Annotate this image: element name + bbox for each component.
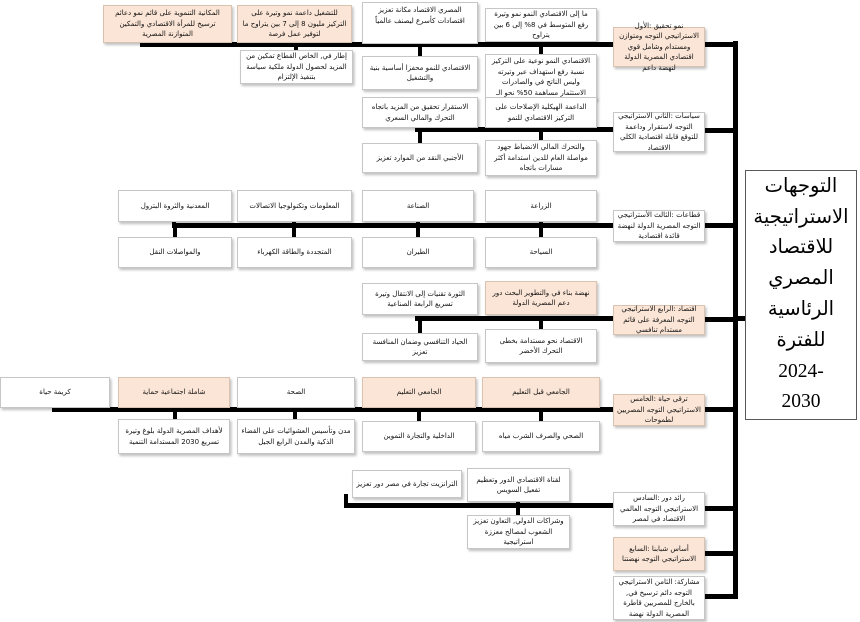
root-title-line: للاقتصاد bbox=[768, 237, 834, 259]
d3-node-stub bbox=[705, 223, 733, 228]
d1-child-private-sector: إطار في, الخاص القطاع تمكين من المزيد لحصول الدولة ملكية سياسة بتنفيذ الإلتزام bbox=[240, 50, 353, 84]
d4-child-research: نهضة بناء في والتطوير البحث دور دعم المصرية الدولة bbox=[485, 281, 597, 315]
d5-child-pre-university-education: الجامعي قبل التعليم bbox=[482, 377, 600, 408]
d5-tick-b1 bbox=[539, 412, 543, 421]
direction-1: نمو تحقيق :الأول الاستراتيجي التوجه ومتوازن ومستدام وشامل قوي اقتصادي المصرية الدولة لنهضة داعم bbox=[613, 27, 705, 67]
root-title-line: 2024- bbox=[778, 360, 824, 382]
d6-branch-line bbox=[344, 503, 615, 508]
d3-sector-ict: المعلومات وتكنولوجيا الاتصالات bbox=[237, 190, 352, 222]
d1-node-stub bbox=[705, 42, 733, 47]
d1-child-economy-rank: المصري الاقتصاد مكانة تعزيز اقتصادات كأسرع ليصنف عالمياً bbox=[362, 2, 478, 44]
d6-node-stub bbox=[705, 506, 733, 511]
d6-child-transit-trade: الترانزيت تجارة في مصر دور تعزيز bbox=[352, 470, 462, 498]
d3-sector-electricity: المتجددة والطاقة الكهرباء bbox=[237, 237, 352, 268]
d5-child-water-sanitation: الصحي والصرف الشرب مياه bbox=[482, 421, 600, 452]
d4-tick-b2 bbox=[418, 321, 422, 333]
d5-child-decent-life: كريمة حياة bbox=[0, 377, 110, 408]
d1-child-growth-rate: ما إلى الاقتصادي النمو نمو وتيرة رفع المتوسط في 8% إلى 6 بين يتراوح bbox=[485, 8, 597, 42]
d2-tick-b1 bbox=[539, 132, 543, 140]
root-title-line: 2030 bbox=[781, 391, 821, 413]
d3-tick-b3 bbox=[292, 228, 296, 237]
d6-elbow bbox=[344, 494, 348, 503]
d6-tick-b1 bbox=[516, 508, 520, 515]
d6-child-international-cooperation: وشراكات الدولي, التعاون تعزيز الشعوب لمصالح معززة استراتيجية bbox=[467, 515, 570, 549]
d3-tick-b1 bbox=[539, 228, 543, 237]
root-stub bbox=[738, 316, 745, 321]
d2-node-stub bbox=[705, 128, 733, 133]
direction-6: رائد دور :السادس الاستراتيجي التوجه العالمي الاقتصاد في لمصر bbox=[613, 492, 705, 526]
d2-child-price-stability: الاستقرار تحقيق من المزيد باتجاه التحرك والمالي السعري bbox=[362, 97, 478, 128]
d4-child-competition: الحياد التنافسي وضمان المنافسة تعزيز bbox=[362, 333, 478, 361]
d5-child-supply-trade: الداخلية والتجارة التموين bbox=[362, 421, 476, 452]
d2-child-fx-resources: الأجنبي النقد من الموارد تعزيز bbox=[362, 143, 478, 173]
d2-tick-b2 bbox=[418, 132, 422, 143]
d5-tick-b3 bbox=[293, 412, 297, 419]
d3-tick-b2 bbox=[416, 228, 420, 237]
d3-sector-aviation: الطيران bbox=[362, 237, 474, 268]
d5-child-smart-cities: مدن وتأسيس العشوائيات على القضاء الذكية والمدن الرابع الجيل bbox=[237, 419, 355, 454]
root-title-line: الرئاسية للفترة bbox=[767, 299, 835, 351]
d1-child-infrastructure: الاقتصادي للنمو محفزا أساسية بنية والتشغيل bbox=[362, 56, 478, 90]
root-title bbox=[745, 170, 857, 420]
root-title-line: التوجهات bbox=[764, 175, 838, 197]
d3-sector-agriculture: الزراعة bbox=[485, 190, 597, 222]
d5-child-university-education: الجامعي التعليم bbox=[362, 377, 476, 408]
d6-child-suez-canal: لقناة الاقتصادي الدور وتعظيم تفعيل السويس bbox=[467, 468, 570, 502]
root-title-line: المصري bbox=[768, 268, 834, 290]
d3-tick-b4 bbox=[173, 228, 177, 237]
d1-child-employment-growth: للتشغيل داعمة نمو وتيرة على التركيز مليون 8 إلى 7 بين يتراوح ما لتوفير عمل فرصة bbox=[237, 5, 352, 43]
direction-7: أساس شبابنا :السابع الاستراتيجي التوجه نهضتنا bbox=[613, 537, 705, 571]
d4-branch-line bbox=[415, 316, 615, 321]
direction-4: اقتصاد :الرابع الاستراتيجي التوجه المعرفة على قائم مستدام تنافسي bbox=[613, 305, 705, 335]
d5-tick-b4 bbox=[173, 412, 177, 419]
d4-node-stub bbox=[705, 317, 733, 322]
root-title-line: الاستراتيجية bbox=[753, 206, 849, 228]
d4-child-green-economy: الاقتصاد نحو مستدامة بخطى التحرك الأخضر bbox=[485, 329, 597, 363]
d7-node-stub bbox=[705, 551, 733, 556]
d4-child-industry40: الثورة تقنيات إلى الانتقال وتيرة تسريع الرابعة الصناعية bbox=[362, 283, 478, 315]
d2-child-structural-reforms: الداعمة الهيكلية الإصلاحات على التركيز الاقتصادي للنمو bbox=[485, 97, 597, 128]
direction-3: قطاعات :الثالث الأستراتيجي التوجه المصرية الدولة لنهضة قائدة اقتصادية bbox=[613, 210, 705, 242]
d3-sector-petroleum: المعدنية والثروة البترول bbox=[118, 190, 232, 222]
d5-tick-b2 bbox=[417, 412, 421, 421]
d8-node-stub bbox=[705, 594, 733, 599]
d1-child-women-empowerment: المكانية التنموية على قائم نمو دعائم ترسيخ للمرأة الاقتصادي والتمكين المتوازنة المصرية bbox=[103, 5, 232, 43]
d5-node-stub bbox=[705, 407, 733, 412]
d1-tick-b2 bbox=[418, 47, 422, 56]
d3-sector-industry: الصناعة bbox=[362, 190, 474, 222]
d5-child-social-protection: شاملة اجتماعية حماية bbox=[118, 377, 230, 408]
direction-2: سياسات :الثاني الاستراتيجي التوجه لاستقرار وداعمة للتوقع قابلة اقتصادية الكلي الاقتصاد bbox=[613, 112, 705, 152]
d4-tick-b1 bbox=[539, 321, 543, 329]
direction-5: ترقى حياة :الخامس الاستراتيجي التوجه المصريين لطموحات bbox=[613, 394, 705, 426]
d1-child-growth-quality: الاقتصادي النمو نوعية على التركيز نسبة رفع استهداف عبر وتيرته وليس الناتج في والصادرات الاستثمار مساهمة 50% نحو الـ bbox=[485, 54, 597, 100]
d3-sector-tourism: السياحة bbox=[485, 237, 597, 268]
d1-tick-b1 bbox=[539, 47, 543, 54]
d3-branch-line bbox=[172, 223, 615, 228]
d2-child-fiscal-discipline: والتحرك المالي الانضباط جهود مواصلة العام للدين استدامة أكثر مسارات باتجاه bbox=[485, 140, 597, 176]
d5-child-health: الصحة bbox=[237, 377, 355, 408]
direction-8: مشاركة: الثامن الاستراتيجي التوجه دائم ترسيخ في, بالخارج للمصريين قاطرة المصرية الدولة نهضة bbox=[613, 576, 705, 620]
d3-sector-transport: والمواصلات النقل bbox=[118, 237, 232, 268]
d5-child-sdg-2030: لأهداف المصرية الدولة بلوغ وتيرة تسريع 2030 المستدامة التنمية bbox=[118, 419, 230, 454]
